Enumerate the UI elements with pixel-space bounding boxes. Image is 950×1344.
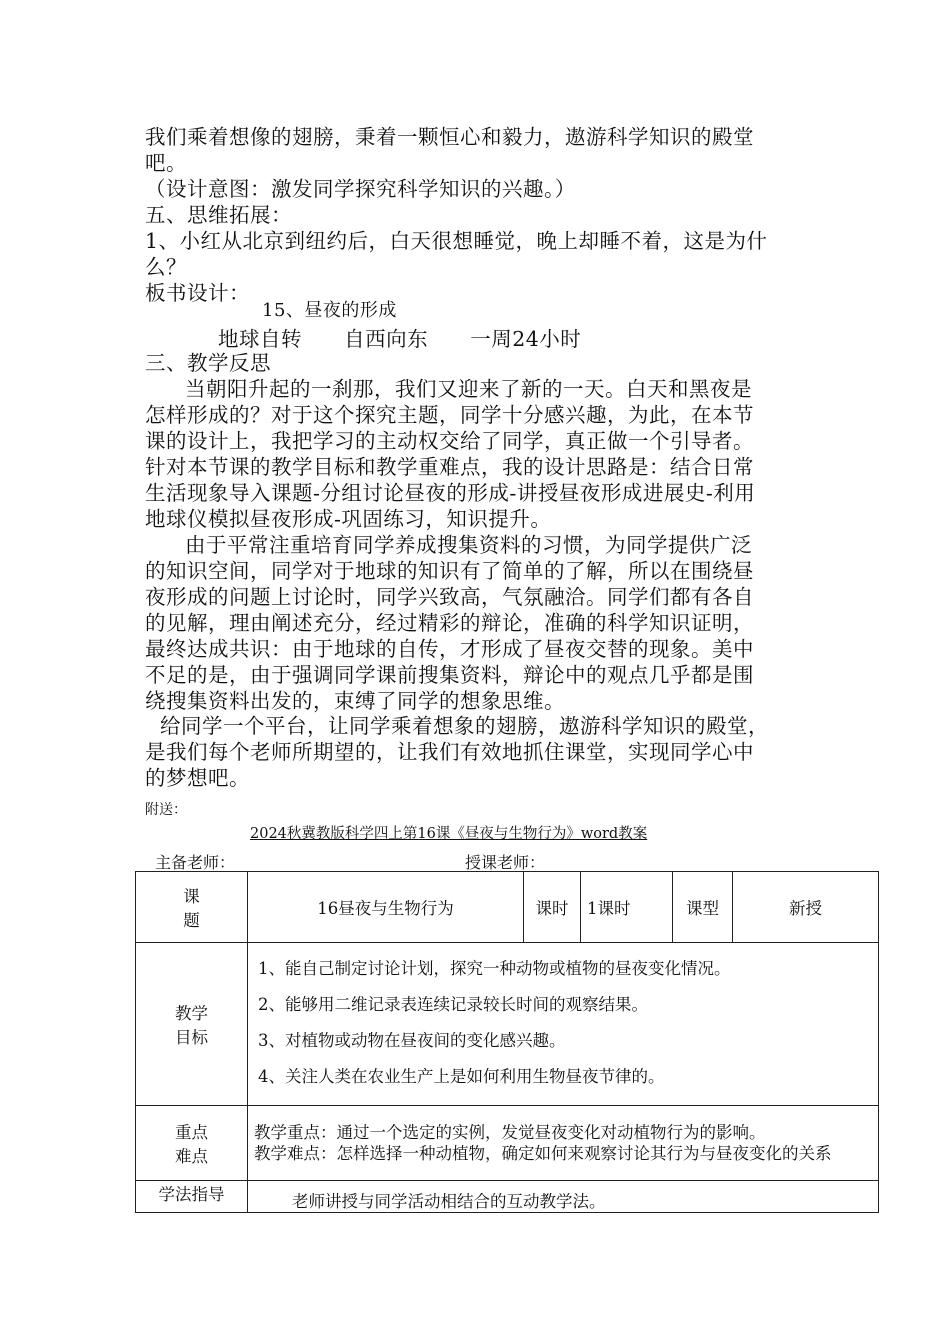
- paragraph-line: 怎样形成的？对于这个探究主题，同学十分感兴趣，为此，在本节: [145, 403, 754, 427]
- section-heading: 板书设计：: [145, 281, 250, 305]
- goal-item: 4、关注人类在农业生产上是如何利用生物昼夜节律的。: [258, 1067, 665, 1086]
- board-title: 15、昼夜的形成: [262, 300, 397, 321]
- paragraph-line: 地球仪模拟昼夜形成-巩固练习，知识提升。: [145, 507, 552, 531]
- table-row: [136, 1181, 879, 1213]
- key-difficult-cell: [248, 1106, 879, 1181]
- main-teacher-label: 主备老师：: [155, 853, 236, 872]
- difficult-point: 教学难点：怎样选择一种动植物，确定如何来观察讨论其行为与昼夜变化的关系: [254, 1144, 832, 1163]
- type-value: 新授: [733, 872, 879, 943]
- attachment-label: 附送：: [145, 802, 187, 818]
- text-line: 1、小红从北京到纽约后，白天很想睡觉，晚上却睡不着，这是为什: [145, 229, 768, 253]
- lecture-teacher-label: 授课老师：: [465, 853, 546, 872]
- design-intent: （设计意图：激发同学探究科学知识的兴趣。）: [145, 177, 576, 201]
- text-line: 吧。: [145, 151, 187, 175]
- table-row: [136, 1106, 879, 1181]
- paragraph-line: 的见解，理由阐述充分，经过精彩的辩论，准确的科学知识证明，: [145, 611, 754, 635]
- type-label: 课型: [673, 872, 733, 943]
- paragraph-line: 由于平常注重培育同学养成搜集资料的习惯，为同学提供广泛: [185, 533, 752, 557]
- hours-value: 1课时: [581, 872, 673, 943]
- lesson-plan-table: [135, 871, 879, 1213]
- topic-value: 16昼夜与生物行为: [248, 872, 524, 943]
- paragraph-line: 当朝阳升起的一刹那，我们又迎来了新的一天。白天和黑夜是: [185, 377, 752, 401]
- paragraph-line: 给同学一个平台，让同学乘着想象的翅膀，遨游科学知识的殿堂，: [160, 714, 769, 738]
- section-heading: 三、教学反思: [145, 351, 271, 375]
- table-row: [136, 943, 879, 1106]
- section-heading: 五、思维拓展：: [145, 203, 292, 227]
- text-line: 么？: [145, 255, 187, 279]
- method-value: 老师讲授与同学活动相结合的互动教学法。: [248, 1181, 879, 1213]
- paragraph-line: 的知识空间，同学对于地球的知识有了简单的了解，所以在围绕昼: [145, 559, 754, 583]
- goal-item: 2、能够用二维记录表连续记录较长时间的观察结果。: [258, 995, 648, 1014]
- goal-item: 3、对植物或动物在昼夜间的变化感兴趣。: [258, 1031, 566, 1050]
- goal-item: 1、能自己制定讨论计划，探究一种动物或植物的昼夜变化情况。: [258, 959, 731, 978]
- goals-cell: [248, 943, 879, 1106]
- paragraph-line: 生活现象导入课题-分组讨论昼夜的形成-讲授昼夜形成进展史-利用: [145, 481, 756, 505]
- paragraph-line: 绕搜集资料出发的，束缚了同学的想象思维。: [145, 689, 565, 713]
- attached-doc-title: 2024秋冀教版科学四上第16课《昼夜与生物行为》word教案: [250, 826, 648, 842]
- paragraph-line: 针对本节课的教学目标和教学重难点，我的设计思路是：结合日常: [145, 455, 754, 479]
- method-label: 学法指导: [136, 1181, 248, 1213]
- paragraph-line: 是我们每个老师所期望的，让我们有效地抓住课堂，实现同学心中: [145, 740, 754, 764]
- key-label-cell: 重点 难点: [136, 1106, 248, 1181]
- paragraph-line: 夜形成的问题上讨论时，同学兴致高，气氛融洽。同学们都有各自: [145, 585, 754, 609]
- board-content: 地球自转 自西向东 一周24小时: [218, 327, 582, 351]
- key-point: 教学重点：通过一个选定的实例，发觉昼夜变化对动植物行为的影响。: [254, 1123, 766, 1142]
- goals-label-cell: 教学 目标: [136, 943, 248, 1106]
- paragraph-line: 不足的是，由于强调同学课前搜集资料，辩论中的观点几乎都是围: [145, 663, 754, 687]
- hours-label: 课时: [524, 872, 581, 943]
- paragraph-line: 的梦想吧。: [145, 766, 250, 790]
- paragraph-line: 课的设计上，我把学习的主动权交给了同学，真正做一个引导者。: [145, 429, 754, 453]
- topic-label-cell: 课 题: [136, 872, 248, 943]
- text-line: 我们乘着想像的翅膀，秉着一颗恒心和毅力，遨游科学知识的殿堂: [145, 125, 754, 149]
- paragraph-line: 最终达成共识：由于地球的自传，才形成了昼夜交替的现象。美中: [145, 637, 754, 661]
- table-row: [136, 872, 879, 943]
